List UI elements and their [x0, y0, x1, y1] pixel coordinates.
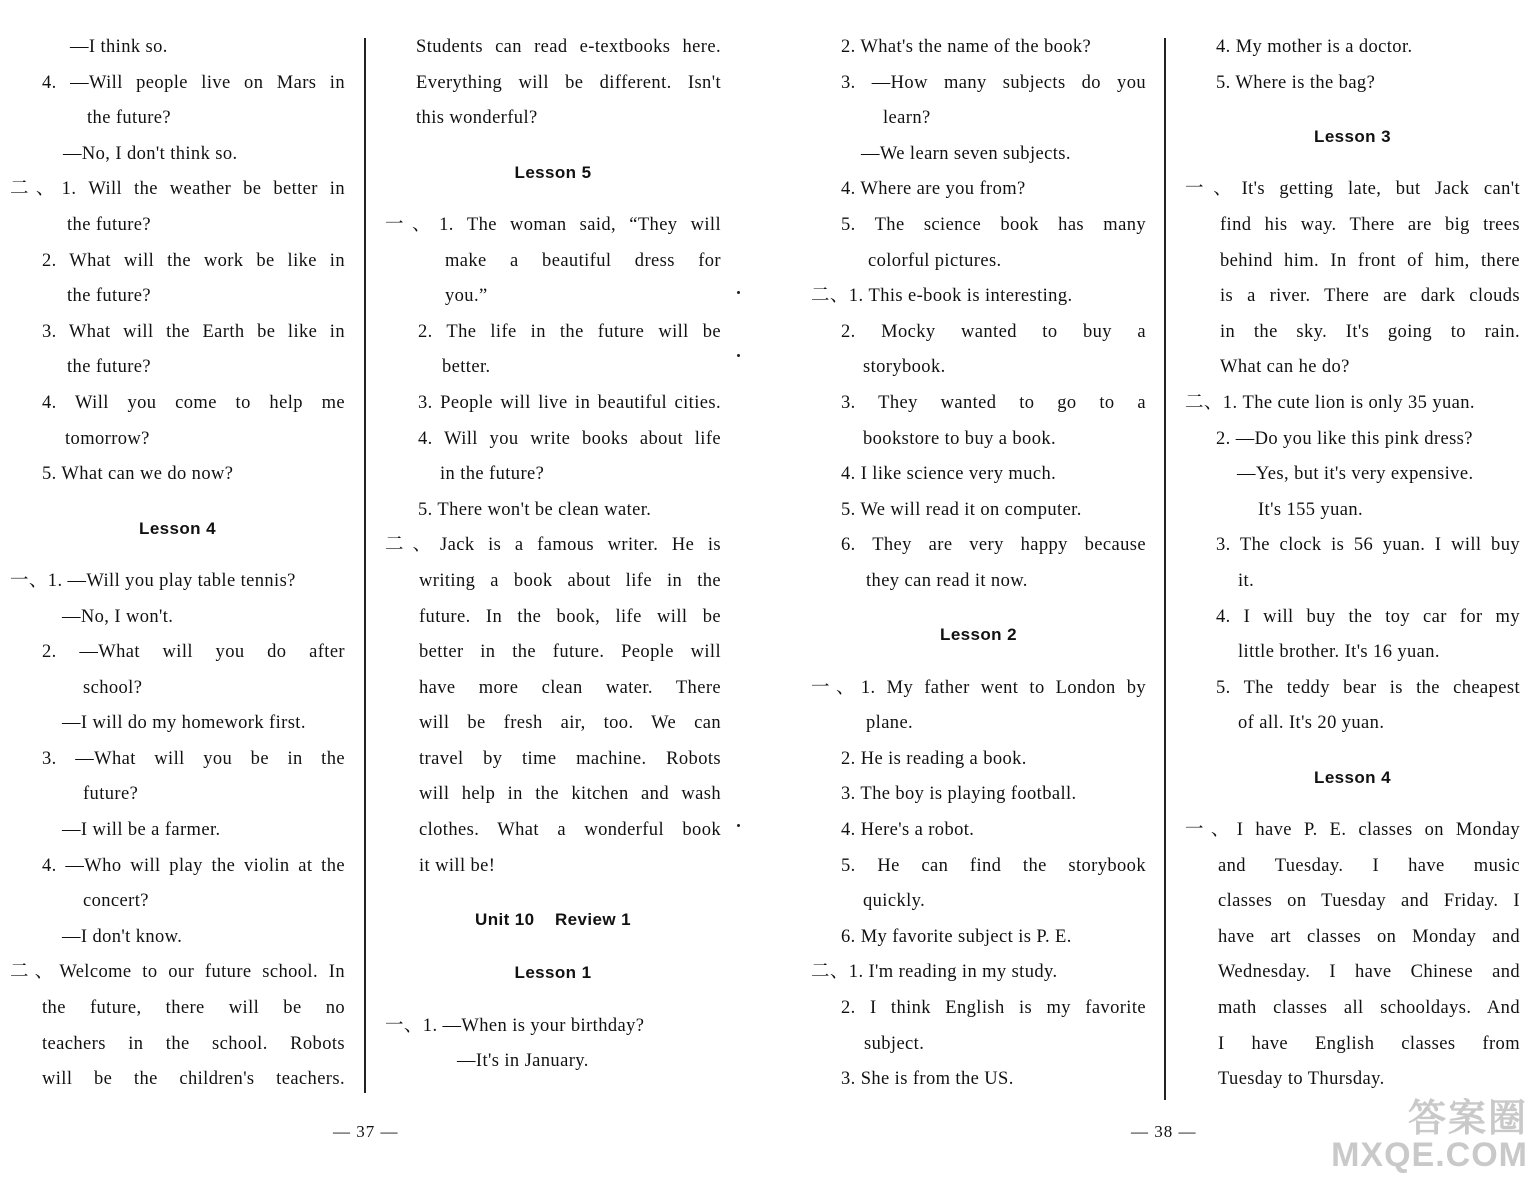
text-line: 3. People will live in beautiful cities. [418, 392, 721, 413]
text-line: school? [83, 677, 143, 698]
text-line: future? [83, 784, 139, 805]
lesson-heading: Lesson 4 [1314, 767, 1391, 787]
text-line: behind him. In front of him, there [1220, 250, 1520, 271]
text-line: —We learn seven subjects. [861, 143, 1071, 164]
text-line: Tuesday to Thursday. [1218, 1069, 1385, 1090]
text-line: 一、1. —When is your birthday? [385, 1015, 645, 1036]
text-line: —I will be a farmer. [62, 820, 221, 841]
text-line: 3. The clock is 56 yuan. I will buy [1216, 535, 1520, 556]
text-line: It's 155 yuan. [1258, 499, 1364, 520]
margin-dot [737, 291, 740, 294]
text-line: 二、1. I'm reading in my study. [811, 962, 1058, 983]
text-line: tomorrow? [65, 428, 150, 449]
text-line: 2. —What will you do after [42, 642, 345, 663]
text-line: —No, I won't. [62, 606, 174, 627]
text-line: 4. I like science very much. [841, 464, 1057, 485]
text-line: 4. Here's a robot. [841, 820, 975, 841]
text-line: subject. [864, 1033, 925, 1054]
text-line: of all. It's 20 yuan. [1238, 713, 1385, 734]
text-line: 5. There won't be clean water. [418, 499, 652, 520]
text-line: Wednesday. I have Chinese and [1218, 962, 1520, 983]
page37-column-2 [385, 30, 721, 1080]
text-line: 2. What will the work be like in [42, 250, 345, 271]
text-line: 5. What can we do now? [42, 464, 234, 485]
text-line: 4. My mother is a doctor. [1216, 37, 1413, 57]
text-line: it. [1238, 570, 1255, 591]
text-line: 5. He can find the storybook [841, 855, 1146, 876]
text-line: 4. Will you come to help me [42, 392, 345, 413]
text-line: 5. The science book has many [841, 214, 1146, 235]
text-line: writing a book about life in the [419, 570, 721, 591]
text-line: 3. They wanted to go to a [841, 392, 1146, 413]
page38-column-4 [1185, 30, 1520, 1098]
text-line: 2. He is reading a book. [841, 748, 1027, 769]
text-line: clothes. What a wonderful book [419, 820, 721, 841]
column-divider [364, 38, 366, 1093]
lesson-heading: Lesson 5 [514, 162, 592, 182]
text-line: 3. The boy is playing football. [841, 784, 1077, 805]
watermark-logo [1331, 1100, 1528, 1172]
text-line: 二、1. The cute lion is only 35 yuan. [1185, 392, 1475, 413]
lesson-heading: Lesson 1 [514, 963, 592, 983]
text-line: have more clean water. There [419, 677, 721, 698]
text-line: learn? [883, 108, 931, 129]
lesson-heading: Lesson 3 [1314, 126, 1391, 146]
text-line: —No, I don't think so. [63, 143, 238, 164]
text-line: plane. [866, 713, 914, 734]
text-line: 4. I will buy the toy car for my [1216, 606, 1520, 627]
text-line: 3. She is from the US. [841, 1069, 1014, 1090]
text-line: colorful pictures. [868, 250, 1002, 271]
text-line: 二、1. Will the weather be better in [10, 179, 345, 200]
text-line: 一、1. —Will you play table tennis? [10, 570, 296, 591]
text-line: you.” [445, 286, 488, 307]
page38-column-3 [811, 30, 1146, 1098]
text-line: 2. I think English is my favorite [841, 998, 1146, 1019]
text-line: the future? [67, 286, 152, 307]
text-line: in the future? [440, 464, 545, 485]
unit-heading: Unit 10 Review 1 [475, 910, 631, 930]
text-line: 一、1. My father went to London by [811, 677, 1146, 698]
text-line: 5. We will read it on computer. [841, 499, 1082, 520]
watermark-line-2: MXQE.COM [1331, 1136, 1528, 1174]
text-line: teachers in the school. Robots [42, 1033, 345, 1054]
text-line: 6. They are very happy because [841, 535, 1146, 556]
text-line: 一、1. The woman said, “They will [385, 214, 721, 235]
text-line: 5. The teddy bear is the cheapest [1216, 677, 1520, 698]
text-line: storybook. [863, 357, 946, 378]
text-line: Students can read e-textbooks here. [416, 37, 721, 57]
text-line: concert? [83, 891, 149, 912]
text-line: 3. —What will you be in the [42, 748, 345, 769]
text-line: 2. What's the name of the book? [841, 37, 1092, 57]
column-divider [1164, 38, 1166, 1100]
text-line: it will be! [419, 855, 496, 876]
text-line: they can read it now. [866, 570, 1028, 591]
text-line: 二、Welcome to our future school. In [10, 962, 345, 983]
text-line: 4. —Who will play the violin at the [42, 855, 345, 876]
lesson-heading: Lesson 2 [940, 625, 1017, 645]
text-line: —I think so. [70, 37, 168, 57]
text-line: better. [442, 357, 491, 378]
text-line: is a river. There are dark clouds [1220, 286, 1520, 307]
text-line: classes on Tuesday and Friday. I [1218, 891, 1520, 912]
text-line: 2. Mocky wanted to buy a [841, 321, 1146, 342]
text-line: 二、Jack is a famous writer. He is [385, 535, 721, 556]
page-number-38: — 38 — [1131, 1122, 1197, 1141]
text-line: travel by time machine. Robots [419, 748, 721, 769]
text-line: —Yes, but it's very expensive. [1237, 464, 1474, 485]
text-line: will be fresh air, too. We can [419, 713, 721, 734]
text-line: I have English classes from [1218, 1033, 1520, 1054]
text-line: math classes all schooldays. And [1218, 998, 1520, 1019]
text-line: 一、It's getting late, but Jack can't [1185, 179, 1520, 200]
text-line: will help in the kitchen and wash [419, 784, 721, 805]
margin-dot [737, 354, 740, 357]
text-line: —It's in January. [457, 1051, 589, 1072]
page37-column-1 [10, 30, 345, 1098]
text-line: 一、I have P. E. classes on Monday [1185, 820, 1520, 841]
text-line: 4. Will you write books about life [418, 428, 721, 449]
text-line: 3. —How many subjects do you [841, 72, 1146, 93]
text-line: future. In the book, life will be [419, 606, 721, 627]
text-line: this wonderful? [416, 108, 538, 129]
text-line: 4. Where are you from? [841, 179, 1026, 200]
text-line: bookstore to buy a book. [863, 428, 1057, 449]
text-line: will be the children's teachers. [42, 1069, 345, 1090]
text-line: make a beautiful dress for [445, 250, 721, 271]
text-line: the future? [67, 214, 152, 235]
watermark-line-1: 答案圈 [1407, 1098, 1528, 1140]
text-line: 二、1. This e-book is interesting. [811, 286, 1073, 307]
page-number-37: — 37 — [333, 1122, 399, 1141]
text-line: quickly. [863, 891, 926, 912]
text-line: the future? [67, 357, 152, 378]
margin-dot [737, 824, 740, 827]
text-line: What can he do? [1220, 357, 1350, 378]
text-line: the future, there will be no [42, 998, 345, 1019]
text-line: 6. My favorite subject is P. E. [841, 926, 1072, 947]
text-line: have art classes on Monday and [1218, 926, 1520, 947]
text-line: —I will do my homework first. [62, 713, 306, 734]
lesson-heading: Lesson 4 [139, 518, 216, 538]
text-line: and Tuesday. I have music [1218, 855, 1520, 876]
text-line: 3. What will the Earth be like in [42, 321, 345, 342]
text-line: —I don't know. [62, 926, 183, 947]
text-line: in the sky. It's going to rain. [1220, 321, 1520, 342]
text-line: the future? [87, 108, 172, 129]
text-line: little brother. It's 16 yuan. [1238, 642, 1440, 663]
text-line: 5. Where is the bag? [1216, 72, 1376, 93]
text-line: better in the future. People will [419, 642, 721, 663]
text-line: 4. —Will people live on Mars in [42, 72, 345, 93]
text-line: find his way. There are big trees [1220, 214, 1520, 235]
text-line: 2. —Do you like this pink dress? [1216, 428, 1473, 449]
text-line: Everything will be different. Isn't [416, 72, 721, 93]
text-line: 2. The life in the future will be [418, 321, 721, 342]
